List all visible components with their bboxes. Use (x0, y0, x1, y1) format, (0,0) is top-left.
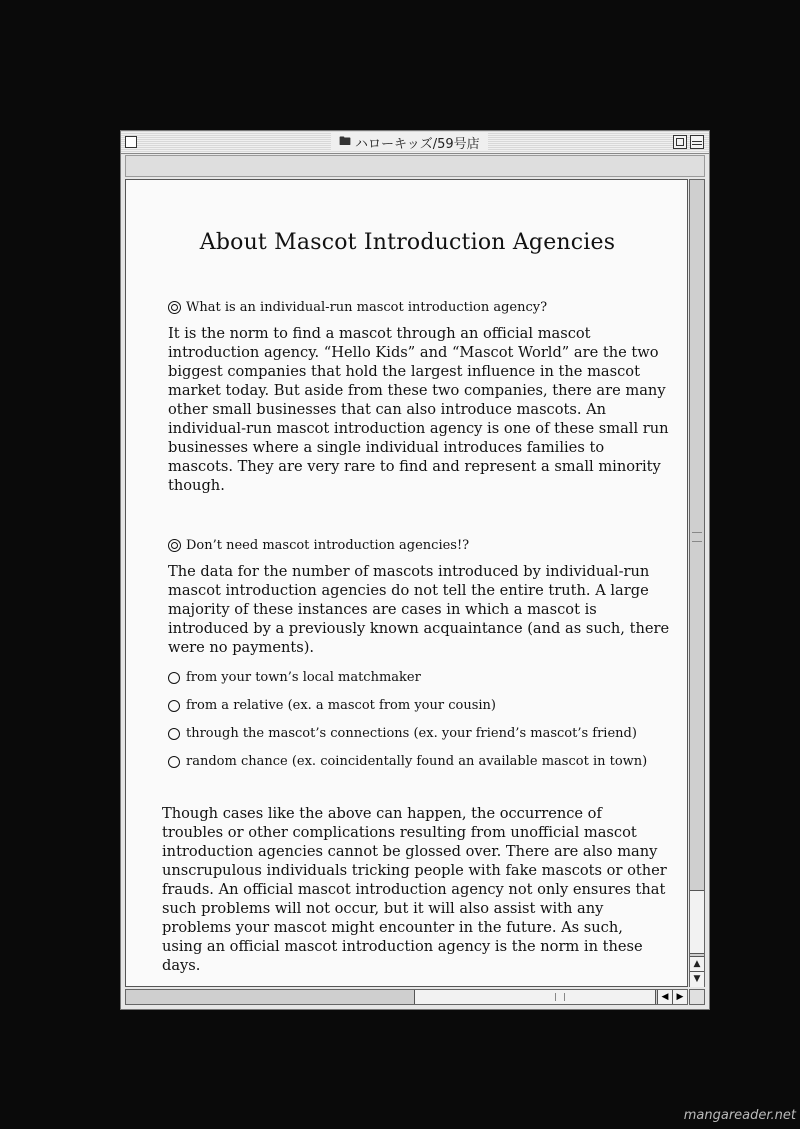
section2-heading (168, 538, 469, 553)
section2-heading-text: Don’t need mascot introduction agencies!? (186, 538, 470, 553)
scroll-left-arrow-icon[interactable]: ◀ (657, 990, 672, 1004)
section1-body: It is the norm to find a mascot through an official mascot introduction agency. “Hello Kids” and “Mascot World” are the two biggest companies that hold the largest influence in the mascot market today. But aside from these two companies, there are many other small businesses that can also introduce mascots. An individual-run mascot introduction agency is one of these small run businesses where a single individual introduces families to mascots. They are very rare to find and represent a small minority though. (168, 325, 669, 494)
horizontal-scroll-thumb[interactable] (414, 990, 656, 1004)
target-icon (168, 301, 181, 314)
scroll-grip-icon (692, 532, 702, 542)
circle-bullet-icon (168, 672, 180, 684)
vertical-scrollbar[interactable] (689, 179, 705, 987)
list-item-text: from a relative (ex. a mascot from your cousin) (186, 698, 496, 713)
circle-bullet-icon (168, 756, 180, 768)
folder-icon: 🖿 (339, 133, 352, 148)
scroll-down-arrow-icon[interactable]: ▼ (690, 971, 704, 987)
closing-paragraph: Though cases like the above can happen, the occurrence of troubles or other complications resulting from unofficial mascot introduction agencies cannot be glossed over. There are also many unscrupulous individuals tricking people with fake mascots or other frauds. An official mascot introduction agency not only ensures that such problems will not occur, but it will also assist with any problems your mascot might encounter in the future. As such, using an official mascot introduction agency is the norm in these days. (162, 805, 667, 974)
toolbar (125, 155, 705, 177)
browser-window (120, 130, 710, 1010)
section1-heading (168, 300, 547, 315)
scroll-right-arrow-icon[interactable]: ▶ (672, 990, 687, 1004)
circle-bullet-icon (168, 700, 180, 712)
window-title: ハローキッズ/59号店 (355, 136, 480, 152)
title-label-wrap (331, 133, 488, 151)
collapse-box[interactable] (690, 135, 704, 149)
target-icon (168, 539, 181, 552)
page-title: About Mascot Introduction Agencies (199, 230, 616, 255)
list-item-text: random chance (ex. coincidentally found an available mascot in town) (186, 754, 648, 769)
close-box[interactable] (125, 136, 137, 148)
title-bar[interactable] (121, 131, 709, 154)
list-item-text: through the mascot’s connections (ex. your friend’s mascot’s friend) (186, 726, 637, 741)
section1-heading-text: What is an individual-run mascot introduction agency? (186, 300, 548, 315)
scroll-grip-icon (555, 993, 565, 1001)
list-item (168, 726, 637, 741)
page-content (125, 179, 688, 987)
list-item-text: from your town’s local matchmaker (186, 670, 421, 685)
list-item (168, 670, 421, 685)
scroll-up-arrow-icon[interactable]: ▲ (690, 956, 704, 972)
horizontal-scrollbar[interactable] (125, 989, 688, 1005)
vertical-scroll-thumb[interactable] (690, 890, 704, 954)
watermark: mangareader.net (683, 1108, 796, 1123)
circle-bullet-icon (168, 728, 180, 740)
list-item (168, 698, 496, 713)
resize-grip-icon[interactable] (689, 989, 705, 1005)
zoom-box[interactable] (673, 135, 687, 149)
section2-body: The data for the number of mascots introduced by individual-run mascot introduction agencies do not tell the entire truth. A large majority of these instances are cases in which a mascot is introduced by a previously known acquaintance (and as such, there were no payments). (168, 563, 670, 656)
list-item (168, 754, 647, 769)
